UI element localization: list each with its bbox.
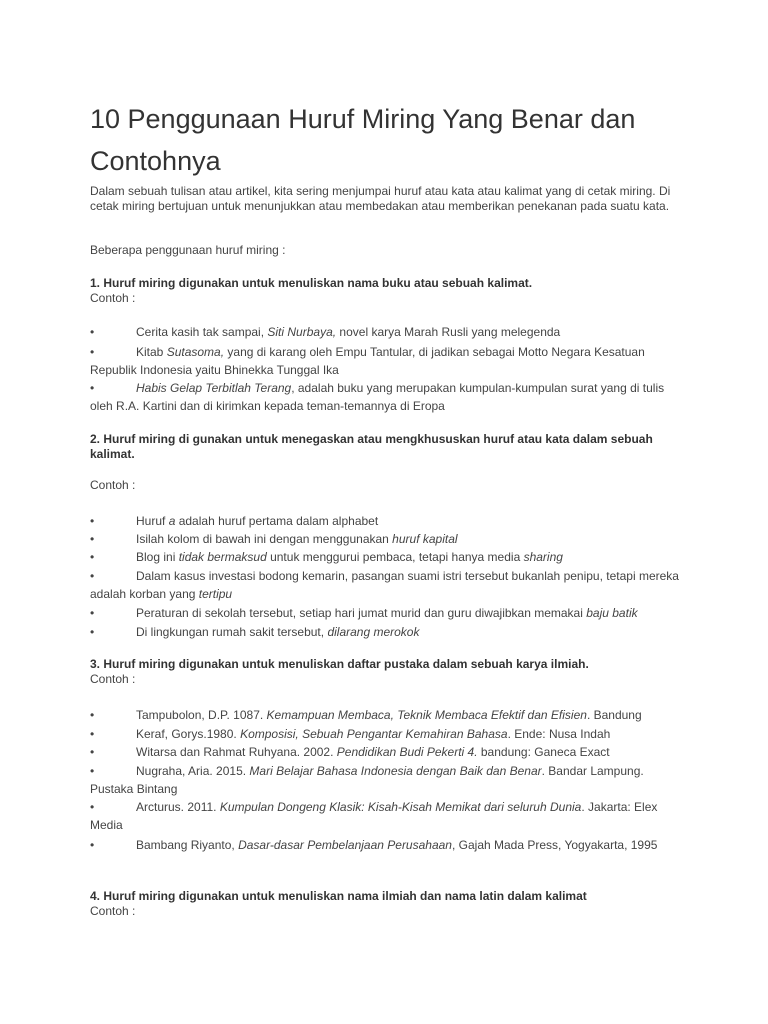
list-item: • Di lingkungan rumah sakit tersebut, dilarang merokok (90, 625, 420, 639)
bullet-icon: • (90, 764, 95, 778)
bullet-icon: • (90, 550, 95, 564)
intro-paragraph: Dalam sebuah tulisan atau artikel, kita sering menjumpai huruf atau kata atau kalimat yang di cetak miring. Di cetak miring bertujuan untuk menunjukkan atau membedakan atau memberikan penekanan pada suatu kata. (90, 184, 671, 213)
bullet-icon: • (90, 800, 95, 814)
contoh-label: Contoh : (90, 291, 136, 305)
lead-paragraph: Beberapa penggunaan huruf miring : (90, 243, 286, 257)
list-item: • Habis Gelap Terbitlah Terang, adalah buku yang merupakan kumpulan-kumpulan surat yang di tulis oleh R.A. Kartini dan di kirimkan kepada teman-temannya di Eropa (90, 381, 665, 413)
list-item: • Cerita kasih tak sampai, Siti Nurbaya, novel karya Marah Rusli yang melegenda (90, 325, 561, 339)
section-heading: 4. Huruf miring digunakan untuk menuliskan nama ilmiah dan nama latin dalam kalimat (90, 889, 587, 903)
list-item: • Dalam kasus investasi bodong kemarin, pasangan suami istri tersebut bukanlah penipu, tetapi mereka adalah korban yang tertipu (90, 569, 679, 601)
list-item: • Blog ini tidak bermaksud untuk menggurui pembaca, tetapi hanya media sharing (90, 550, 563, 564)
list-item: • Keraf, Gorys.1980. Komposisi, Sebuah Pengantar Kemahiran Bahasa. Ende: Nusa Indah (90, 727, 611, 741)
list-item: • Kitab Sutasoma, yang di karang oleh Empu Tantular, di jadikan sebagai Motto Negara Kesatuan Republik Indonesia yaitu Bhinekka Tunggal Ika (90, 345, 645, 377)
list-item: • Arcturus. 2011. Kumpulan Dongeng Klasik: Kisah-Kisah Memikat dari seluruh Dunia. Jakarta: Elex Media (90, 800, 658, 832)
contoh-label: Contoh : (90, 672, 136, 686)
page-title: 10 Penggunaan Huruf Miring Yang Benar dan Contohnya (90, 104, 636, 176)
list-item: • Isilah kolom di bawah ini dengan menggunakan huruf kapital (90, 532, 458, 546)
list-item: • Nugraha, Aria. 2015. Mari Belajar Bahasa Indonesia dengan Baik dan Benar. Bandar Lampung. Pustaka Bintang (90, 764, 644, 796)
section-heading: 1. Huruf miring digunakan untuk menuliskan nama buku atau sebuah kalimat. (90, 276, 533, 290)
bullet-icon: • (90, 708, 95, 722)
list-item: • Bambang Riyanto, Dasar-dasar Pembelanjaan Perusahaan, Gajah Mada Press, Yogyakarta, 1995 (90, 838, 658, 852)
bullet-icon: • (90, 745, 95, 759)
list-item: • Huruf a adalah huruf pertama dalam alphabet (90, 514, 379, 528)
contoh-label: Contoh : (90, 904, 136, 918)
list-item: • Tampubolon, D.P. 1087. Kemampuan Membaca, Teknik Membaca Efektif dan Efisien. Bandung (90, 708, 642, 722)
bullet-icon: • (90, 569, 95, 583)
contoh-label: Contoh : (90, 478, 136, 492)
section-heading: 3. Huruf miring digunakan untuk menuliskan daftar pustaka dalam sebuah karya ilmiah. (90, 657, 589, 671)
bullet-icon: • (90, 381, 95, 395)
list-item: • Peraturan di sekolah tersebut, setiap hari jumat murid dan guru diwajibkan memakai baju batik (90, 606, 638, 620)
bullet-icon: • (90, 325, 95, 339)
bullet-icon: • (90, 514, 95, 528)
bullet-icon: • (90, 838, 95, 852)
bullet-icon: • (90, 625, 95, 639)
bullet-icon: • (90, 727, 95, 741)
bullet-icon: • (90, 345, 95, 359)
list-item: • Witarsa dan Rahmat Ruhyana. 2002. Pendidikan Budi Pekerti 4. bandung: Ganeca Exact (90, 745, 610, 759)
bullet-icon: • (90, 606, 95, 620)
bullet-icon: • (90, 532, 95, 546)
section-heading: 2. Huruf miring di gunakan untuk menegaskan atau mengkhususkan huruf atau kata dalam sebuah kalimat. (90, 432, 653, 461)
